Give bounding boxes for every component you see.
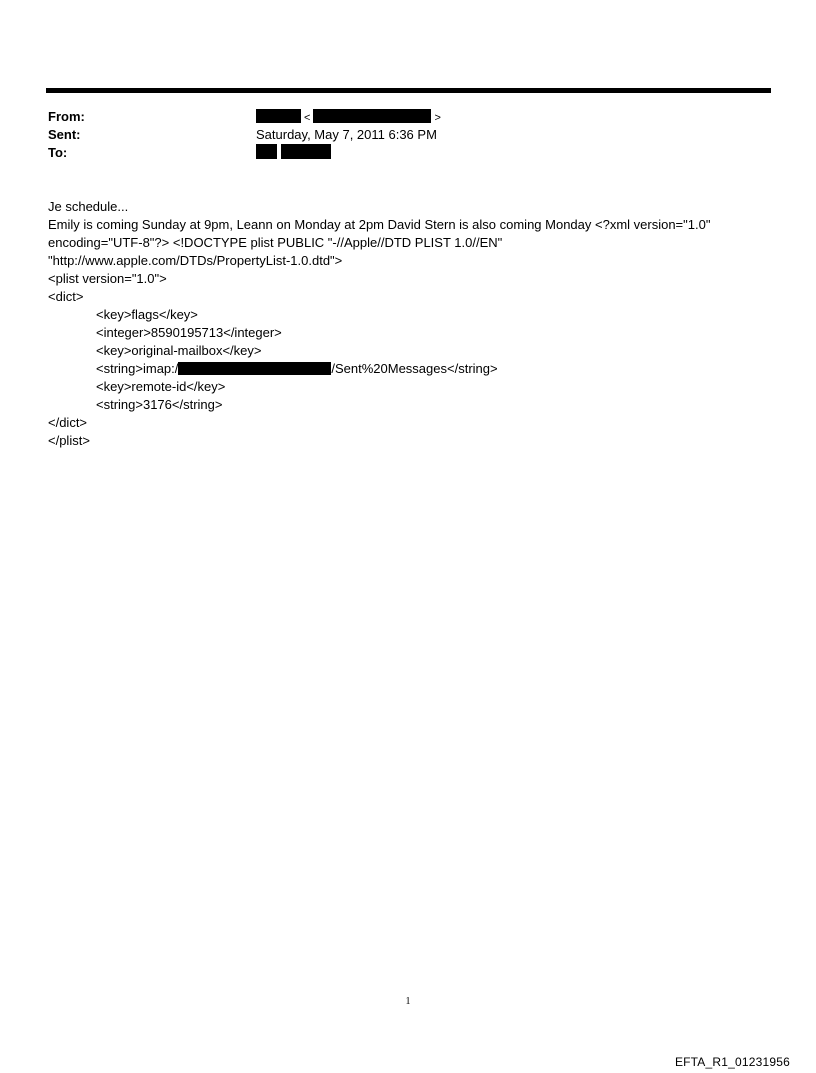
- body-line: "http://www.apple.com/DTDs/PropertyList-1.0.dtd">: [48, 253, 343, 268]
- body-line: </dict>: [48, 415, 88, 430]
- body-line: <key>original-mailbox</key>: [96, 343, 262, 358]
- from-lt: <: [304, 112, 311, 124]
- body-line: <key>flags</key>: [96, 307, 198, 322]
- body-line: <string>3176</string>: [96, 397, 223, 412]
- body-line: <key>remote-id</key>: [96, 379, 226, 394]
- body-line: encoding="UTF-8"?> <!DOCTYPE plist PUBLIC "-//Apple//DTD PLIST 1.0//EN": [48, 235, 503, 250]
- header-rule: [46, 88, 771, 93]
- from-gt: >: [434, 112, 441, 124]
- redaction-bar: [281, 144, 331, 159]
- sent-value: Saturday, May 7, 2011 6:36 PM: [256, 127, 437, 142]
- email-header: [48, 108, 768, 162]
- imap-prefix: <string>imap:/: [96, 361, 179, 376]
- body-line: </plist>: [48, 433, 90, 448]
- body-line: <plist version="1.0">: [48, 271, 167, 286]
- redaction-bar: [178, 362, 331, 375]
- from-value: [256, 108, 444, 127]
- redaction-bar: [313, 109, 431, 123]
- from-row: [48, 108, 768, 126]
- from-label: From:: [48, 109, 85, 124]
- email-body: [48, 198, 768, 450]
- body-line: <dict>: [48, 289, 84, 304]
- to-value: [256, 144, 331, 162]
- sent-label: Sent:: [48, 127, 81, 142]
- sent-row: [48, 126, 768, 144]
- page-number: 1: [405, 996, 411, 1007]
- imap-suffix: /Sent%20Messages</string>: [331, 361, 498, 376]
- body-line: Je schedule...: [48, 199, 129, 214]
- redaction-bar: [256, 144, 277, 159]
- body-line: <integer>8590195713</integer>: [96, 325, 282, 340]
- body-line: Emily is coming Sunday at 9pm, Leann on Monday at 2pm David Stern is also coming Monday <?xml version="1.0": [48, 217, 711, 232]
- redaction-bar: [256, 109, 301, 123]
- to-row: [48, 144, 768, 162]
- body-line-imap: [48, 360, 768, 378]
- document-id: EFTA_R1_01231956: [674, 1055, 790, 1069]
- to-label: To:: [48, 145, 68, 160]
